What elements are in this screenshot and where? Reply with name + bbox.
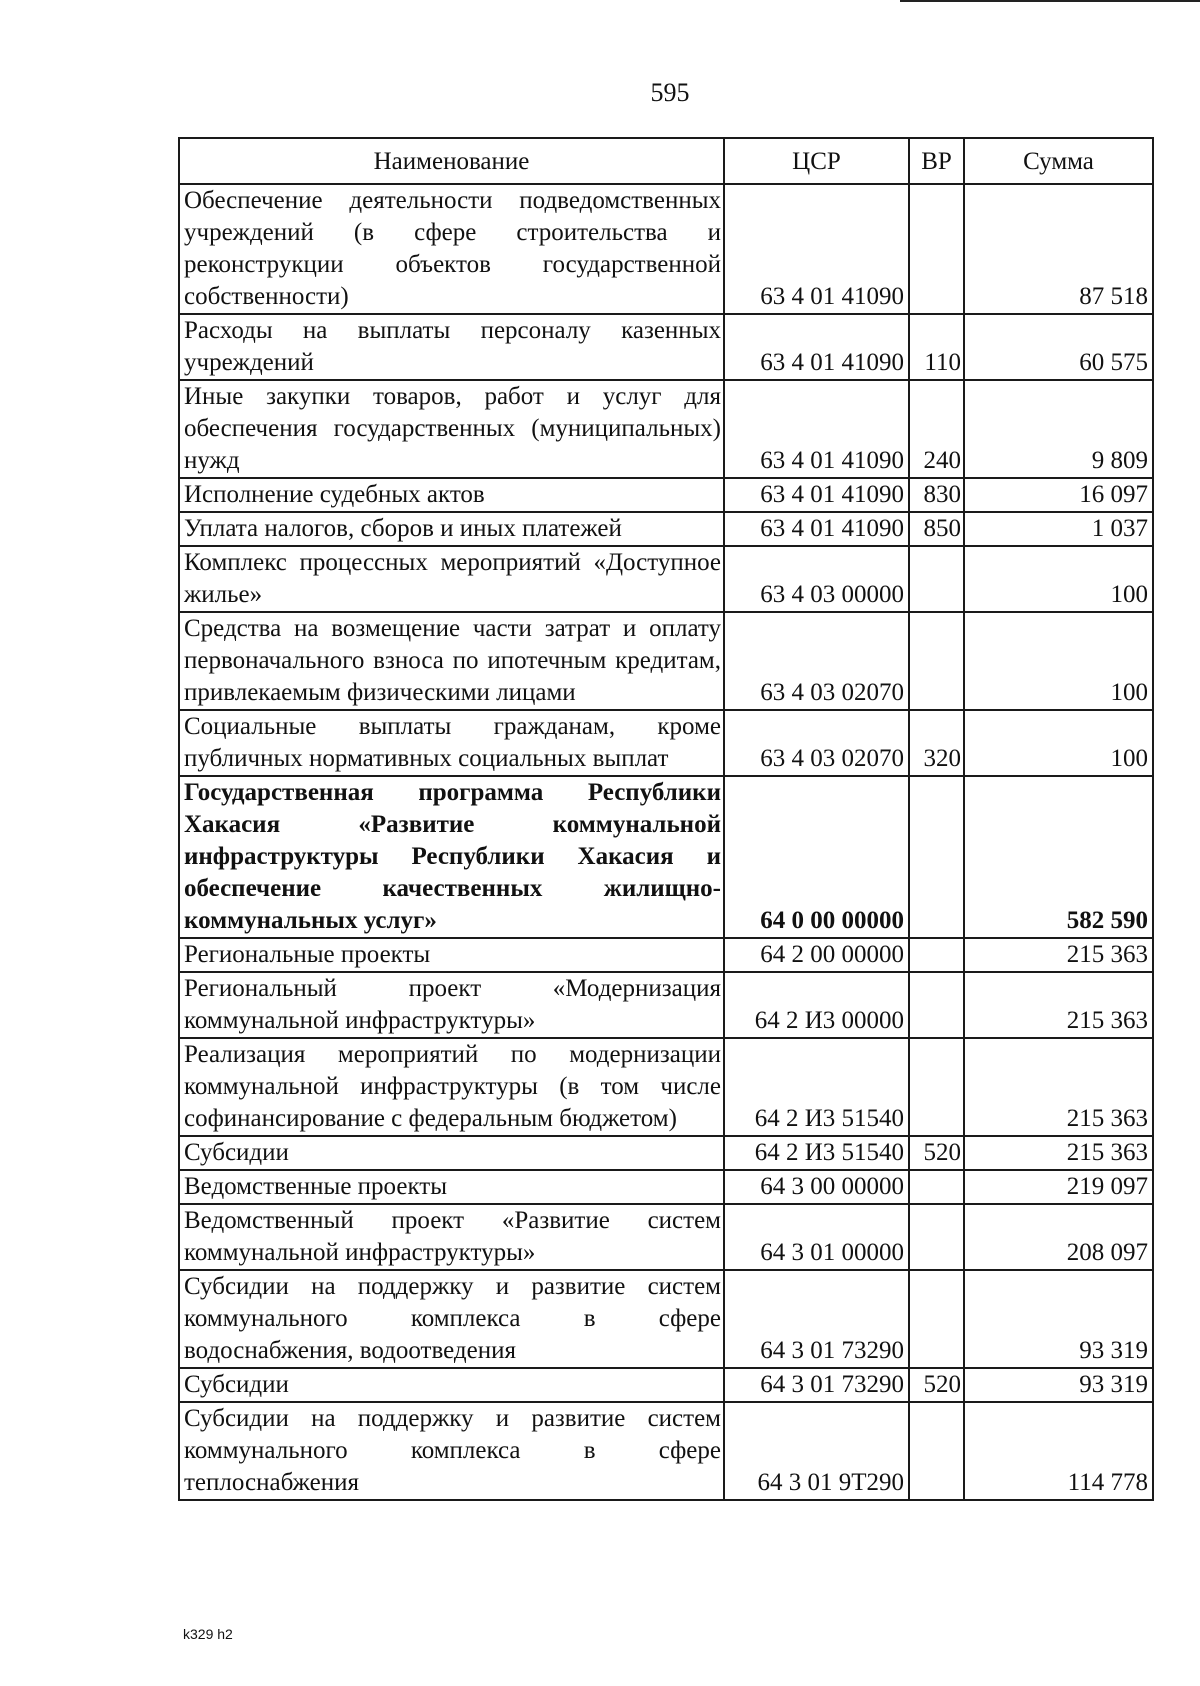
table-row <box>179 512 1153 546</box>
cell-vr: 520 <box>909 1368 964 1402</box>
cell-name: Иные закупки товаров, работ и услуг для обеспечения государственных (муниципальных) нужд <box>179 380 724 478</box>
cell-sum: 100 <box>964 612 1153 710</box>
page-number: 595 <box>650 78 690 107</box>
cell-csr: 63 4 03 00000 <box>724 546 909 612</box>
table-body <box>179 184 1153 1500</box>
cell-sum: 208 097 <box>964 1204 1153 1270</box>
cell-csr: 64 3 01 9Т290 <box>724 1402 909 1500</box>
cell-name: Ведомственный проект «Развитие систем коммунальной инфраструктуры» <box>179 1204 724 1270</box>
table-row <box>179 1204 1153 1270</box>
cell-vr: 240 <box>909 380 964 478</box>
cell-vr <box>909 184 964 314</box>
table-row <box>179 710 1153 776</box>
cell-name: Субсидии на поддержку и развитие систем коммунального комплекса в сфере теплоснабжения <box>179 1402 724 1500</box>
cell-vr <box>909 972 964 1038</box>
cell-csr: 63 4 01 41090 <box>724 380 909 478</box>
cell-vr: 830 <box>909 478 964 512</box>
table-row <box>179 1402 1153 1500</box>
table-header-row <box>179 138 1153 184</box>
cell-csr: 64 2 И3 51540 <box>724 1136 909 1170</box>
cell-vr: 110 <box>909 314 964 380</box>
cell-name: Государственная программа Республики Хакасия «Развитие коммунальной инфраструктуры Республики Хакасия и обеспечение качественных жилищно-коммунальных услуг» <box>179 776 724 938</box>
cell-name: Региональные проекты <box>179 938 724 972</box>
table-row <box>179 546 1153 612</box>
cell-sum: 215 363 <box>964 1038 1153 1136</box>
cell-name: Ведомственные проекты <box>179 1170 724 1204</box>
table-row <box>179 314 1153 380</box>
cell-vr: 520 <box>909 1136 964 1170</box>
table-row <box>179 1270 1153 1368</box>
cell-csr: 63 4 01 41090 <box>724 184 909 314</box>
cell-vr <box>909 776 964 938</box>
cell-sum: 87 518 <box>964 184 1153 314</box>
cell-name: Обеспечение деятельности подведомственных учреждений (в сфере строительства и реконструкции объектов государственной собственности) <box>179 184 724 314</box>
cell-csr: 64 3 01 00000 <box>724 1204 909 1270</box>
footer-code: k329 h2 <box>183 1626 233 1642</box>
cell-sum: 100 <box>964 546 1153 612</box>
top-edge-rule <box>900 0 1200 2</box>
budget-table <box>178 137 1154 1501</box>
cell-csr: 63 4 01 41090 <box>724 512 909 546</box>
header-vr: ВР <box>909 138 964 184</box>
table-row <box>179 380 1153 478</box>
cell-name: Уплата налогов, сборов и иных платежей <box>179 512 724 546</box>
table-row <box>179 1170 1153 1204</box>
cell-csr: 64 3 01 73290 <box>724 1368 909 1402</box>
table-row <box>179 938 1153 972</box>
cell-csr: 64 0 00 00000 <box>724 776 909 938</box>
cell-vr <box>909 938 964 972</box>
table-row <box>179 1368 1153 1402</box>
cell-csr: 63 4 01 41090 <box>724 314 909 380</box>
cell-sum: 215 363 <box>964 938 1153 972</box>
cell-name: Региональный проект «Модернизация коммунальной инфраструктуры» <box>179 972 724 1038</box>
cell-name: Реализация мероприятий по модернизации коммунальной инфраструктуры (в том числе софинансирование с федеральным бюджетом) <box>179 1038 724 1136</box>
table-row <box>179 972 1153 1038</box>
cell-sum: 1 037 <box>964 512 1153 546</box>
cell-name: Исполнение судебных актов <box>179 478 724 512</box>
header-name: Наименование <box>179 138 724 184</box>
cell-sum: 219 097 <box>964 1170 1153 1204</box>
cell-sum: 93 319 <box>964 1368 1153 1402</box>
table-row <box>179 612 1153 710</box>
cell-csr: 64 2 00 00000 <box>724 938 909 972</box>
cell-sum: 215 363 <box>964 1136 1153 1170</box>
cell-name: Комплекс процессных мероприятий «Доступное жилье» <box>179 546 724 612</box>
cell-csr: 64 3 00 00000 <box>724 1170 909 1204</box>
cell-vr <box>909 1204 964 1270</box>
cell-sum: 9 809 <box>964 380 1153 478</box>
cell-name: Субсидии на поддержку и развитие систем коммунального комплекса в сфере водоснабжения, водоотведения <box>179 1270 724 1368</box>
cell-sum: 100 <box>964 710 1153 776</box>
cell-vr <box>909 612 964 710</box>
table-row <box>179 776 1153 938</box>
table-row <box>179 1038 1153 1136</box>
cell-csr: 64 2 И3 00000 <box>724 972 909 1038</box>
cell-sum: 60 575 <box>964 314 1153 380</box>
cell-vr: 850 <box>909 512 964 546</box>
cell-name: Субсидии <box>179 1368 724 1402</box>
cell-vr <box>909 1038 964 1136</box>
cell-vr <box>909 1402 964 1500</box>
cell-name: Субсидии <box>179 1136 724 1170</box>
cell-sum: 114 778 <box>964 1402 1153 1500</box>
table-row <box>179 184 1153 314</box>
table-row <box>179 1136 1153 1170</box>
cell-name: Средства на возмещение части затрат и оплату первоначального взноса по ипотечным кредитам, привлекаемым физическими лицами <box>179 612 724 710</box>
cell-vr <box>909 546 964 612</box>
header-sum: Сумма <box>964 138 1153 184</box>
cell-vr <box>909 1270 964 1368</box>
cell-csr: 63 4 03 02070 <box>724 612 909 710</box>
cell-name: Социальные выплаты гражданам, кроме публичных нормативных социальных выплат <box>179 710 724 776</box>
header-csr: ЦСР <box>724 138 909 184</box>
cell-vr <box>909 1170 964 1204</box>
cell-csr: 63 4 03 02070 <box>724 710 909 776</box>
table-row <box>179 478 1153 512</box>
cell-csr: 64 3 01 73290 <box>724 1270 909 1368</box>
cell-csr: 63 4 01 41090 <box>724 478 909 512</box>
cell-sum: 215 363 <box>964 972 1153 1038</box>
cell-vr: 320 <box>909 710 964 776</box>
cell-csr: 64 2 И3 51540 <box>724 1038 909 1136</box>
cell-sum: 93 319 <box>964 1270 1153 1368</box>
cell-sum: 16 097 <box>964 478 1153 512</box>
cell-name: Расходы на выплаты персоналу казенных учреждений <box>179 314 724 380</box>
cell-sum: 582 590 <box>964 776 1153 938</box>
